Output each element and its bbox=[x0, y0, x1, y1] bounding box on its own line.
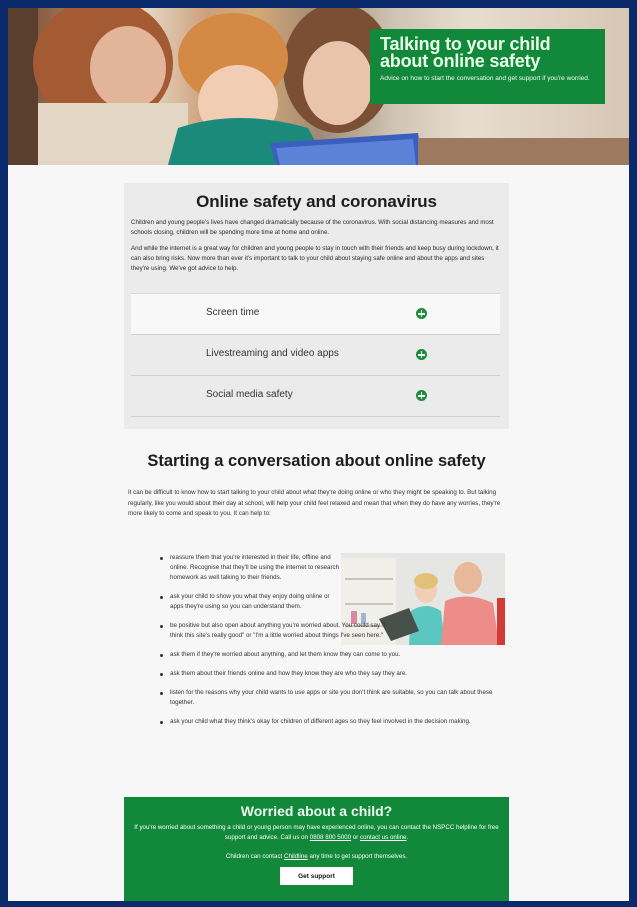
page bbox=[8, 8, 629, 901]
coronavirus-panel bbox=[124, 183, 509, 429]
accordion-item-screen-time[interactable] bbox=[131, 293, 500, 335]
helpline-text bbox=[132, 823, 501, 843]
list-item: ask your child to show you what they enjoy doing online or apps they're using so you can understand them. bbox=[158, 592, 340, 612]
accordion-label: Livestreaming and video apps bbox=[206, 348, 339, 359]
plus-circle-icon[interactable] bbox=[416, 390, 427, 401]
accordion-item-livestreaming[interactable] bbox=[131, 335, 500, 376]
helpline-text-after: . bbox=[406, 834, 409, 841]
list-item: be positive but also open about anything you're worried about. You could say "I think this site's really good" or "I'm a little worried about things I've seen here." bbox=[158, 621, 400, 641]
plus-circle-icon[interactable] bbox=[416, 349, 427, 360]
worried-about-child-panel bbox=[124, 797, 509, 901]
coronavirus-heading: Online safety and coronavirus bbox=[196, 192, 437, 211]
accordion-label: Social media safety bbox=[206, 389, 293, 400]
phone-link[interactable]: 0808 800 5000 bbox=[309, 834, 352, 841]
hero-title-card bbox=[370, 29, 605, 104]
worried-heading: Worried about a child? bbox=[240, 803, 393, 819]
conversation-heading: Starting a conversation about online safety bbox=[147, 452, 486, 470]
plus-circle-icon[interactable] bbox=[416, 308, 427, 319]
conversation-intro: It can be difficult to know how to start talking to your child about what they're doing online or who they might be speaking to. But talking regularly, like you would about their day at school, will help your child feel relaxed and mean that when they do have any worries, they're more likely to come and speak to you. It can help to: bbox=[128, 489, 501, 517]
hero-title-line2: about online safety bbox=[380, 51, 541, 71]
list-item: ask your child what they think's okay for children of different ages so they feel involved in the decision making. bbox=[158, 717, 518, 727]
intro-paragraph: And while the internet is a great way for children and young people to stay in touch with their friends and keep busy during lockdown, it can also bring risks. Now more than ever it's important to talk to your child about staying safe online and about the apps and sites they're using. We've got advice to help. bbox=[131, 245, 499, 272]
hero-subtitle: Advice on how to start the conversation and get support if you're worried. bbox=[380, 75, 590, 82]
tips-list bbox=[158, 553, 518, 736]
accordion bbox=[131, 293, 500, 417]
accordion-item-social-media[interactable] bbox=[131, 376, 500, 417]
list-item: ask them about their friends online and how they know they are who they say they are. bbox=[158, 669, 518, 679]
childline-text-before: Children can contact bbox=[225, 853, 284, 860]
childline-text-after: any time to get support themselves. bbox=[307, 853, 408, 860]
list-item: reassure them that you're interested in their life, offline and online. Recognise that they'll be using the internet to research homework as well talking to their friends. bbox=[158, 553, 340, 583]
helpline-text-middle: or bbox=[351, 834, 361, 841]
hero-title bbox=[380, 36, 595, 70]
helpline-text-before: If you're worried about something a child or young person may have experienced online, you can contact the NSPCC helpline for free support and advice. Call us on bbox=[134, 824, 499, 841]
intro-paragraph: Children and young people's lives have changed dramatically because of the coronavirus. With social distancing measures and most schools closing, children will be spending more time at home and online. bbox=[131, 219, 494, 236]
list-item: ask them if they're worried about anything, and let them know they can come to you. bbox=[158, 650, 518, 660]
hero-title-line1: Talking to your child bbox=[380, 34, 551, 54]
list-item: listen for the reasons why your child wants to use apps or site you don't think are suitable, so you can talk about these together. bbox=[158, 688, 518, 708]
childline-text bbox=[132, 852, 501, 862]
hero-banner bbox=[8, 8, 629, 165]
get-support-button[interactable]: Get support bbox=[280, 867, 353, 885]
childline-link[interactable]: Childline bbox=[284, 853, 308, 860]
contact-us-link[interactable]: contact us online bbox=[360, 834, 407, 841]
accordion-label: Screen time bbox=[206, 307, 260, 318]
